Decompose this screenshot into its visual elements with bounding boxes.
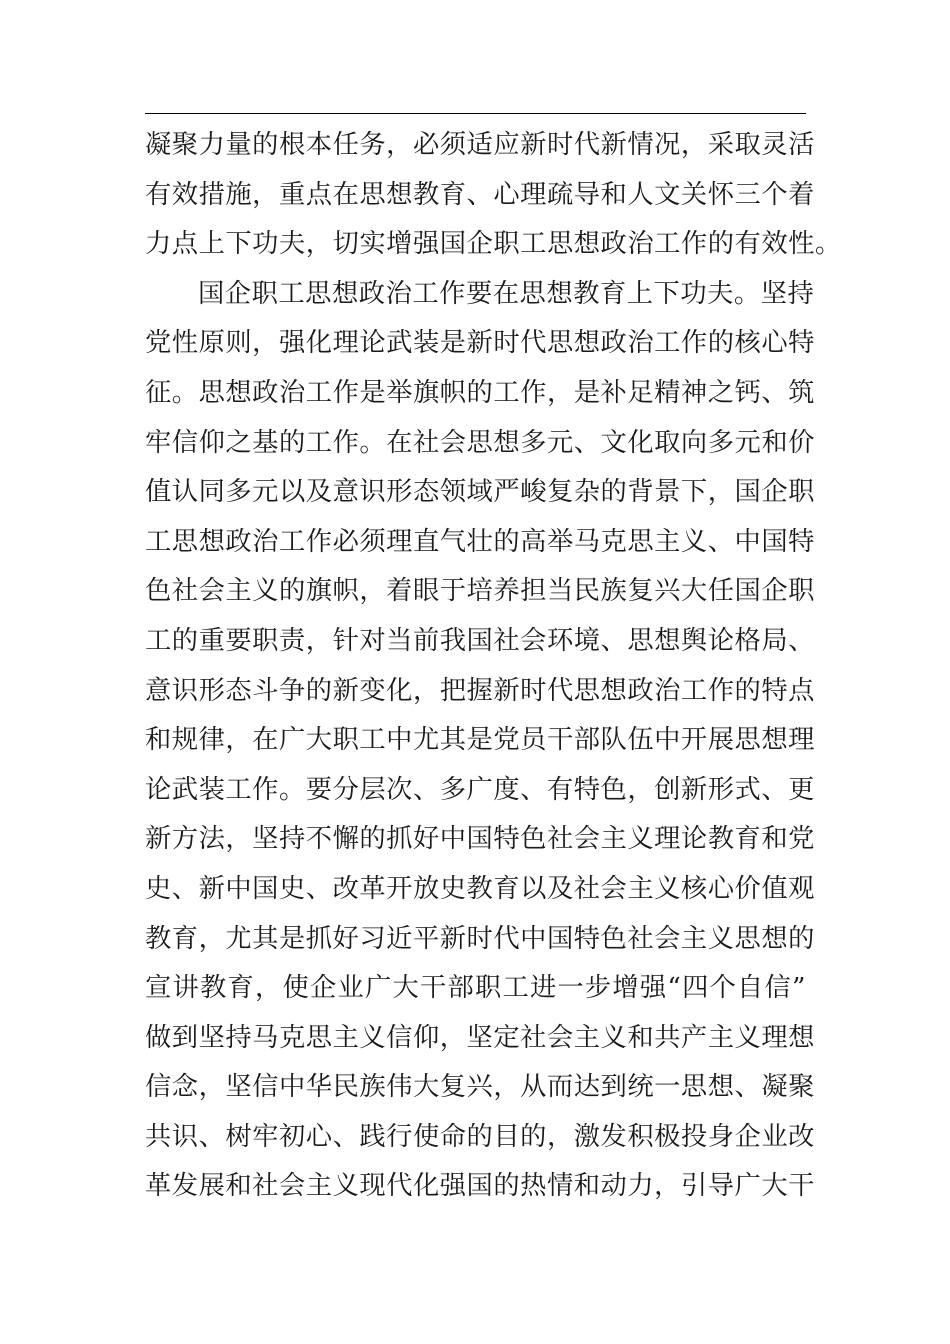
text-line: 力点上下功夫，切实增强国企职工思想政治工作的有效性。 [145,229,842,260]
text-line: 共识、树牢初心、践行使命的目的，激发积极投身企业改 [145,1121,815,1152]
text-line: 牢信仰之基的工作。在社会思想多元、文化取向多元和价 [145,427,815,458]
text-line: 色社会主义的旗帜，着眼于培养担当民族复兴大任国企职 [145,576,815,607]
text-line: 信念，坚信中华民族伟大复兴，从而达到统一思想、凝聚 [145,1072,815,1103]
text-line: 革发展和社会主义现代化强国的热情和动力，引导广大干 [145,1171,815,1202]
text-line: 宣讲教育，使企业广大干部职工进一步增强“四个自信” [145,973,806,1004]
paragraph-first-line: 国企职工思想政治工作要在思想教育上下功夫。坚持 [198,278,815,309]
text-line: 工的重要职责，针对当前我国社会环境、思想舆论格局、 [145,625,815,656]
text-line: 论武装工作。要分层次、多广度、有特色，创新形式、更 [145,774,815,805]
text-line: 教育，尤其是抓好习近平新时代中国特色社会主义思想的 [145,923,815,954]
text-line: 和规律，在广大职工中尤其是党员干部队伍中开展思想理 [145,725,815,756]
text-line: 值认同多元以及意识形态领域严峻复杂的背景下，国企职 [145,477,815,508]
text-line: 做到坚持马克思主义信仰，坚定社会主义和共产主义理想 [145,1022,815,1053]
body-text [145,124,842,1215]
text-line: 史、新中国史、改革开放史教育以及社会主义核心价值观 [145,873,815,904]
text-line: 征。思想政治工作是举旗帜的工作，是补足精神之钙、筑 [145,377,815,408]
text-line: 凝聚力量的根本任务，必须适应新时代新情况，采取灵活 [145,130,815,160]
text-line: 党性原则，强化理论武装是新时代思想政治工作的核心特 [145,328,815,359]
text-line: 有效措施，重点在思想教育、心理疏导和人文关怀三个着 [145,179,815,210]
text-line: 新方法，坚持不懈的抓好中国特色社会主义理论教育和党 [145,824,815,855]
text-line: 工思想政治工作必须理直气壮的高举马克思主义、中国特 [145,526,815,557]
text-line: 意识形态斗争的新变化，把握新时代思想政治工作的特点 [145,675,815,706]
header-rule [145,113,806,114]
